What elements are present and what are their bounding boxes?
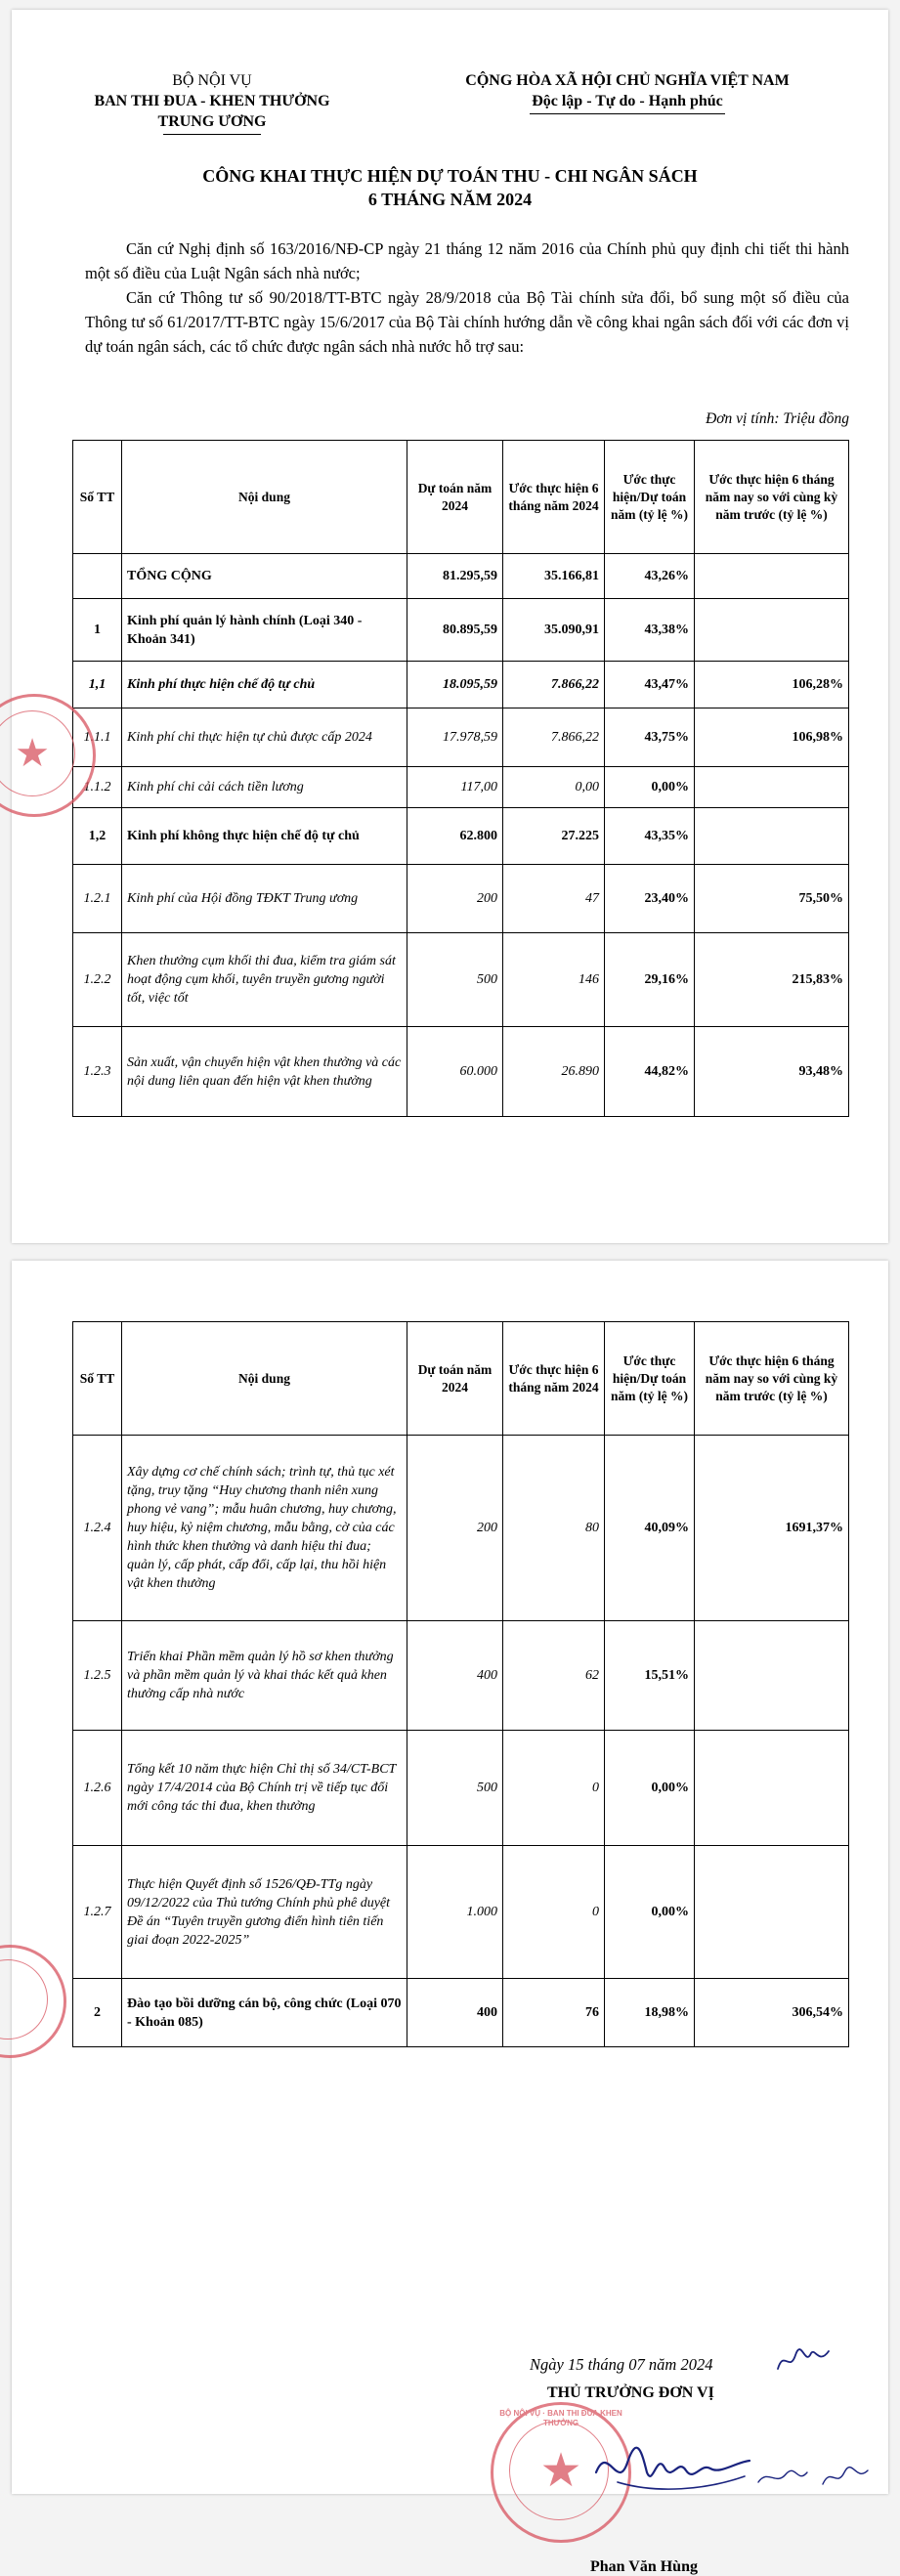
cell-estimate: 400 <box>407 1979 503 2047</box>
cell-yoy <box>695 767 849 808</box>
cell-yoy: 215,83% <box>695 933 849 1027</box>
cell-stt: 2 <box>73 1979 122 2047</box>
cell-yoy <box>695 1621 849 1731</box>
table-row <box>73 1027 849 1117</box>
issuer-block <box>70 70 354 135</box>
table-row <box>73 1621 849 1731</box>
cell-ratio: 29,16% <box>605 933 695 1027</box>
cell-actual: 35.090,91 <box>503 599 605 662</box>
col-content: Nội dung <box>122 1322 407 1436</box>
cell-estimate: 80.895,59 <box>407 599 503 662</box>
document-subtitle: 6 THÁNG NĂM 2024 <box>367 190 533 209</box>
table-row <box>73 1436 849 1621</box>
table-row <box>73 554 849 599</box>
cell-estimate: 18.095,59 <box>407 662 503 708</box>
cell-estimate: 500 <box>407 933 503 1027</box>
col-yoy: Ước thực hiện 6 tháng năm nay so với cùng kỳ năm trước (tỷ lệ %) <box>695 1322 849 1436</box>
table-row <box>73 808 849 865</box>
cell-ratio: 43,26% <box>605 554 695 599</box>
cell-yoy: 1691,37% <box>695 1436 849 1621</box>
agency-name: BAN THI ĐUA - KHEN THƯỞNG <box>94 93 330 109</box>
col-ratio: Ước thực hiện/Dự toán năm (tỷ lệ %) <box>605 1322 695 1436</box>
cell-actual: 0 <box>503 1731 605 1846</box>
document-page-1 <box>12 10 888 1243</box>
cell-yoy: 306,54% <box>695 1979 849 2047</box>
cell-ratio: 43,35% <box>605 808 695 865</box>
cell-stt: 1.2.6 <box>73 1731 122 1846</box>
cell-content: Sản xuất, vận chuyển hiện vật khen thưởng và các nội dung liên quan đến hiện vật khen thưởng <box>122 1027 407 1117</box>
col-stt: Số TT <box>73 441 122 554</box>
table-header-row <box>73 1322 849 1436</box>
col-stt: Số TT <box>73 1322 122 1436</box>
signing-date: Ngày 15 tháng 07 năm 2024 <box>530 2355 713 2374</box>
cell-actual: 0 <box>503 1846 605 1979</box>
side-stamp-icon <box>0 1945 66 2058</box>
cell-estimate: 500 <box>407 1731 503 1846</box>
cell-content: Kinh phí không thực hiện chế độ tự chủ <box>122 808 407 865</box>
cell-stt <box>73 554 122 599</box>
document-title: CÔNG KHAI THỰC HIỆN DỰ TOÁN THU - CHI NGÂN SÁCH <box>202 166 698 186</box>
table-row <box>73 1731 849 1846</box>
cell-stt: 1,1 <box>73 662 122 708</box>
col-estimate: Dự toán năm 2024 <box>407 441 503 554</box>
cell-content: TỔNG CỘNG <box>122 554 407 599</box>
table-row <box>73 865 849 933</box>
document-page-2 <box>12 1261 888 2575</box>
cell-yoy: 106,98% <box>695 708 849 767</box>
cell-content: Tổng kết 10 năm thực hiện Chỉ thị số 34/CT-BCT ngày 17/4/2014 của Bộ Chính trị về tiếp tục đổi mới công tác thi đua, khen thưởng <box>122 1731 407 1846</box>
country-name: CỘNG HÒA XÃ HỘI CHỦ NGHĨA VIỆT NAM <box>465 72 790 89</box>
cell-content: Xây dựng cơ chế chính sách; trình tự, thủ tục xét tặng, truy tặng “Huy chương thanh niên xung phong vẻ vang”; mẫu huân chương, huy chương, huy hiệu, kỷ niệm chương, mẫu bằng, cờ của các hình thức khen thưởng và danh hiệu thi đua; quản lý, cấp phát, cấp đổi, cấp lại, thu hồi hiện vật khen thưởng <box>122 1436 407 1621</box>
cell-actual: 0,00 <box>503 767 605 808</box>
cell-estimate: 200 <box>407 1436 503 1621</box>
cell-stt: 1.2.7 <box>73 1846 122 1979</box>
cell-yoy: 75,50% <box>695 865 849 933</box>
cell-actual: 26.890 <box>503 1027 605 1117</box>
table-row <box>73 599 849 662</box>
cell-ratio: 43,38% <box>605 599 695 662</box>
table-row <box>73 1846 849 1979</box>
handwritten-signature-icon <box>588 2433 754 2502</box>
cell-estimate: 62.800 <box>407 808 503 865</box>
cell-ratio: 0,00% <box>605 767 695 808</box>
legal-basis-1: Căn cứ Nghị định số 163/2016/NĐ-CP ngày 21 tháng 12 năm 2016 của Chính phủ quy định chi tiết thi hành một số điều của Luật Ngân sách nhà nước; <box>85 239 849 282</box>
cell-ratio: 18,98% <box>605 1979 695 2047</box>
cell-content: Kinh phí chi cải cách tiền lương <box>122 767 407 808</box>
cell-stt: 1.2.1 <box>73 865 122 933</box>
cell-yoy: 93,48% <box>695 1027 849 1117</box>
issuer-underline <box>163 134 261 135</box>
signer-name: Phan Văn Hùng <box>590 2558 698 2575</box>
cell-content: Khen thưởng cụm khối thi đua, kiểm tra giám sát hoạt động cụm khối, tuyên truyền gương người tốt, việc tốt <box>122 933 407 1027</box>
col-actual: Ước thực hiện 6 tháng năm 2024 <box>503 441 605 554</box>
cell-actual: 146 <box>503 933 605 1027</box>
cell-actual: 35.166,81 <box>503 554 605 599</box>
cell-actual: 47 <box>503 865 605 933</box>
table-row <box>73 662 849 708</box>
cell-yoy <box>695 1731 849 1846</box>
cell-stt: 1.1.1 <box>73 708 122 767</box>
cell-estimate: 81.295,59 <box>407 554 503 599</box>
table-row <box>73 1979 849 2047</box>
budget-table-continued <box>72 1321 849 2047</box>
cell-ratio: 23,40% <box>605 865 695 933</box>
cell-content: Thực hiện Quyết định số 1526/QĐ-TTg ngày 09/12/2022 của Thủ tướng Chính phủ phê duyệt Đề án “Tuyên truyền gương điển hình tiên tiến giai đoạn 2022-2025” <box>122 1846 407 1979</box>
col-estimate: Dự toán năm 2024 <box>407 1322 503 1436</box>
cell-ratio: 40,09% <box>605 1436 695 1621</box>
cell-actual: 27.225 <box>503 808 605 865</box>
col-actual: Ước thực hiện 6 tháng năm 2024 <box>503 1322 605 1436</box>
cell-content: Kinh phí chi thực hiện tự chủ được cấp 2024 <box>122 708 407 767</box>
cell-content: Kinh phí thực hiện chế độ tự chủ <box>122 662 407 708</box>
cell-stt: 1.2.2 <box>73 933 122 1027</box>
signer-title: THỦ TRƯỞNG ĐƠN VỊ <box>547 2384 714 2401</box>
initial-mark-icon <box>774 2343 833 2377</box>
cell-stt: 1.2.4 <box>73 1436 122 1621</box>
national-motto-block <box>412 70 842 114</box>
cell-yoy: 106,28% <box>695 662 849 708</box>
cell-yoy <box>695 599 849 662</box>
cell-content: Kinh phí quản lý hành chính (Loại 340 - Khoản 341) <box>122 599 407 662</box>
table-row <box>73 708 849 767</box>
table-header-row <box>73 441 849 554</box>
legal-basis-2: Căn cứ Thông tư số 90/2018/TT-BTC ngày 28/9/2018 của Bộ Tài chính sửa đổi, bổ sung một số điều của Thông tư số 61/2017/TT-BTC ngày 15/6/2017 của Bộ Tài chính hướng dẫn về công khai ngân sách đối với các đơn vị dự toán ngân sách, các tổ chức được ngân sách nhà nước hỗ trợ sau: <box>85 288 849 356</box>
cell-yoy <box>695 1846 849 1979</box>
cell-estimate: 400 <box>407 1621 503 1731</box>
cell-ratio: 43,75% <box>605 708 695 767</box>
cell-ratio: 15,51% <box>605 1621 695 1731</box>
ministry-name: BỘ NỘI VỤ <box>172 72 252 89</box>
cell-yoy <box>695 808 849 865</box>
cell-yoy <box>695 554 849 599</box>
cell-estimate: 200 <box>407 865 503 933</box>
cell-stt: 1 <box>73 599 122 662</box>
cell-estimate: 17.978,59 <box>407 708 503 767</box>
agency-name-line2: TRUNG ƯƠNG <box>157 113 267 130</box>
col-yoy: Ước thực hiện 6 tháng năm nay so với cùng kỳ năm trước (tỷ lệ %) <box>695 441 849 554</box>
cell-stt: 1,2 <box>73 808 122 865</box>
cell-content: Triển khai Phần mềm quản lý hồ sơ khen thưởng và phần mềm quản lý và khai thác kết quả khen thưởng cấp nhà nước <box>122 1621 407 1731</box>
cell-ratio: 0,00% <box>605 1731 695 1846</box>
table-row <box>73 933 849 1027</box>
cell-estimate: 1.000 <box>407 1846 503 1979</box>
cell-actual: 76 <box>503 1979 605 2047</box>
seal-text: BỘ NỘI VỤ · BAN THI ĐUA KHEN THƯỞNG <box>499 2409 622 2427</box>
official-seal-icon: ★ BỘ NỘI VỤ · BAN THI ĐUA KHEN THƯỞNG <box>491 2402 631 2543</box>
cell-stt: 1.2.3 <box>73 1027 122 1117</box>
cell-actual: 80 <box>503 1436 605 1621</box>
col-ratio: Ước thực hiện/Dự toán năm (tỷ lệ %) <box>605 441 695 554</box>
cell-ratio: 0,00% <box>605 1846 695 1979</box>
motto: Độc lập - Tự do - Hạnh phúc <box>532 93 723 109</box>
cell-actual: 7.866,22 <box>503 662 605 708</box>
cell-ratio: 44,82% <box>605 1027 695 1117</box>
cell-actual: 62 <box>503 1621 605 1731</box>
unit-label: Đơn vị tính: Triệu đồng <box>706 410 849 427</box>
cell-content: Đào tạo bồi dưỡng cán bộ, công chức (Loại 070 - Khoản 085) <box>122 1979 407 2047</box>
motto-underline <box>530 113 725 114</box>
initial-mark-icon <box>754 2463 872 2492</box>
budget-table <box>72 440 849 1117</box>
cell-estimate: 117,00 <box>407 767 503 808</box>
cell-content: Kinh phí của Hội đồng TĐKT Trung ương <box>122 865 407 933</box>
table-row <box>73 767 849 808</box>
cell-estimate: 60.000 <box>407 1027 503 1117</box>
cell-stt: 1.2.5 <box>73 1621 122 1731</box>
cell-ratio: 43,47% <box>605 662 695 708</box>
col-content: Nội dung <box>122 441 407 554</box>
side-stamp-icon: ★ <box>0 694 96 817</box>
cell-stt: 1.1.2 <box>73 767 122 808</box>
cell-actual: 7.866,22 <box>503 708 605 767</box>
